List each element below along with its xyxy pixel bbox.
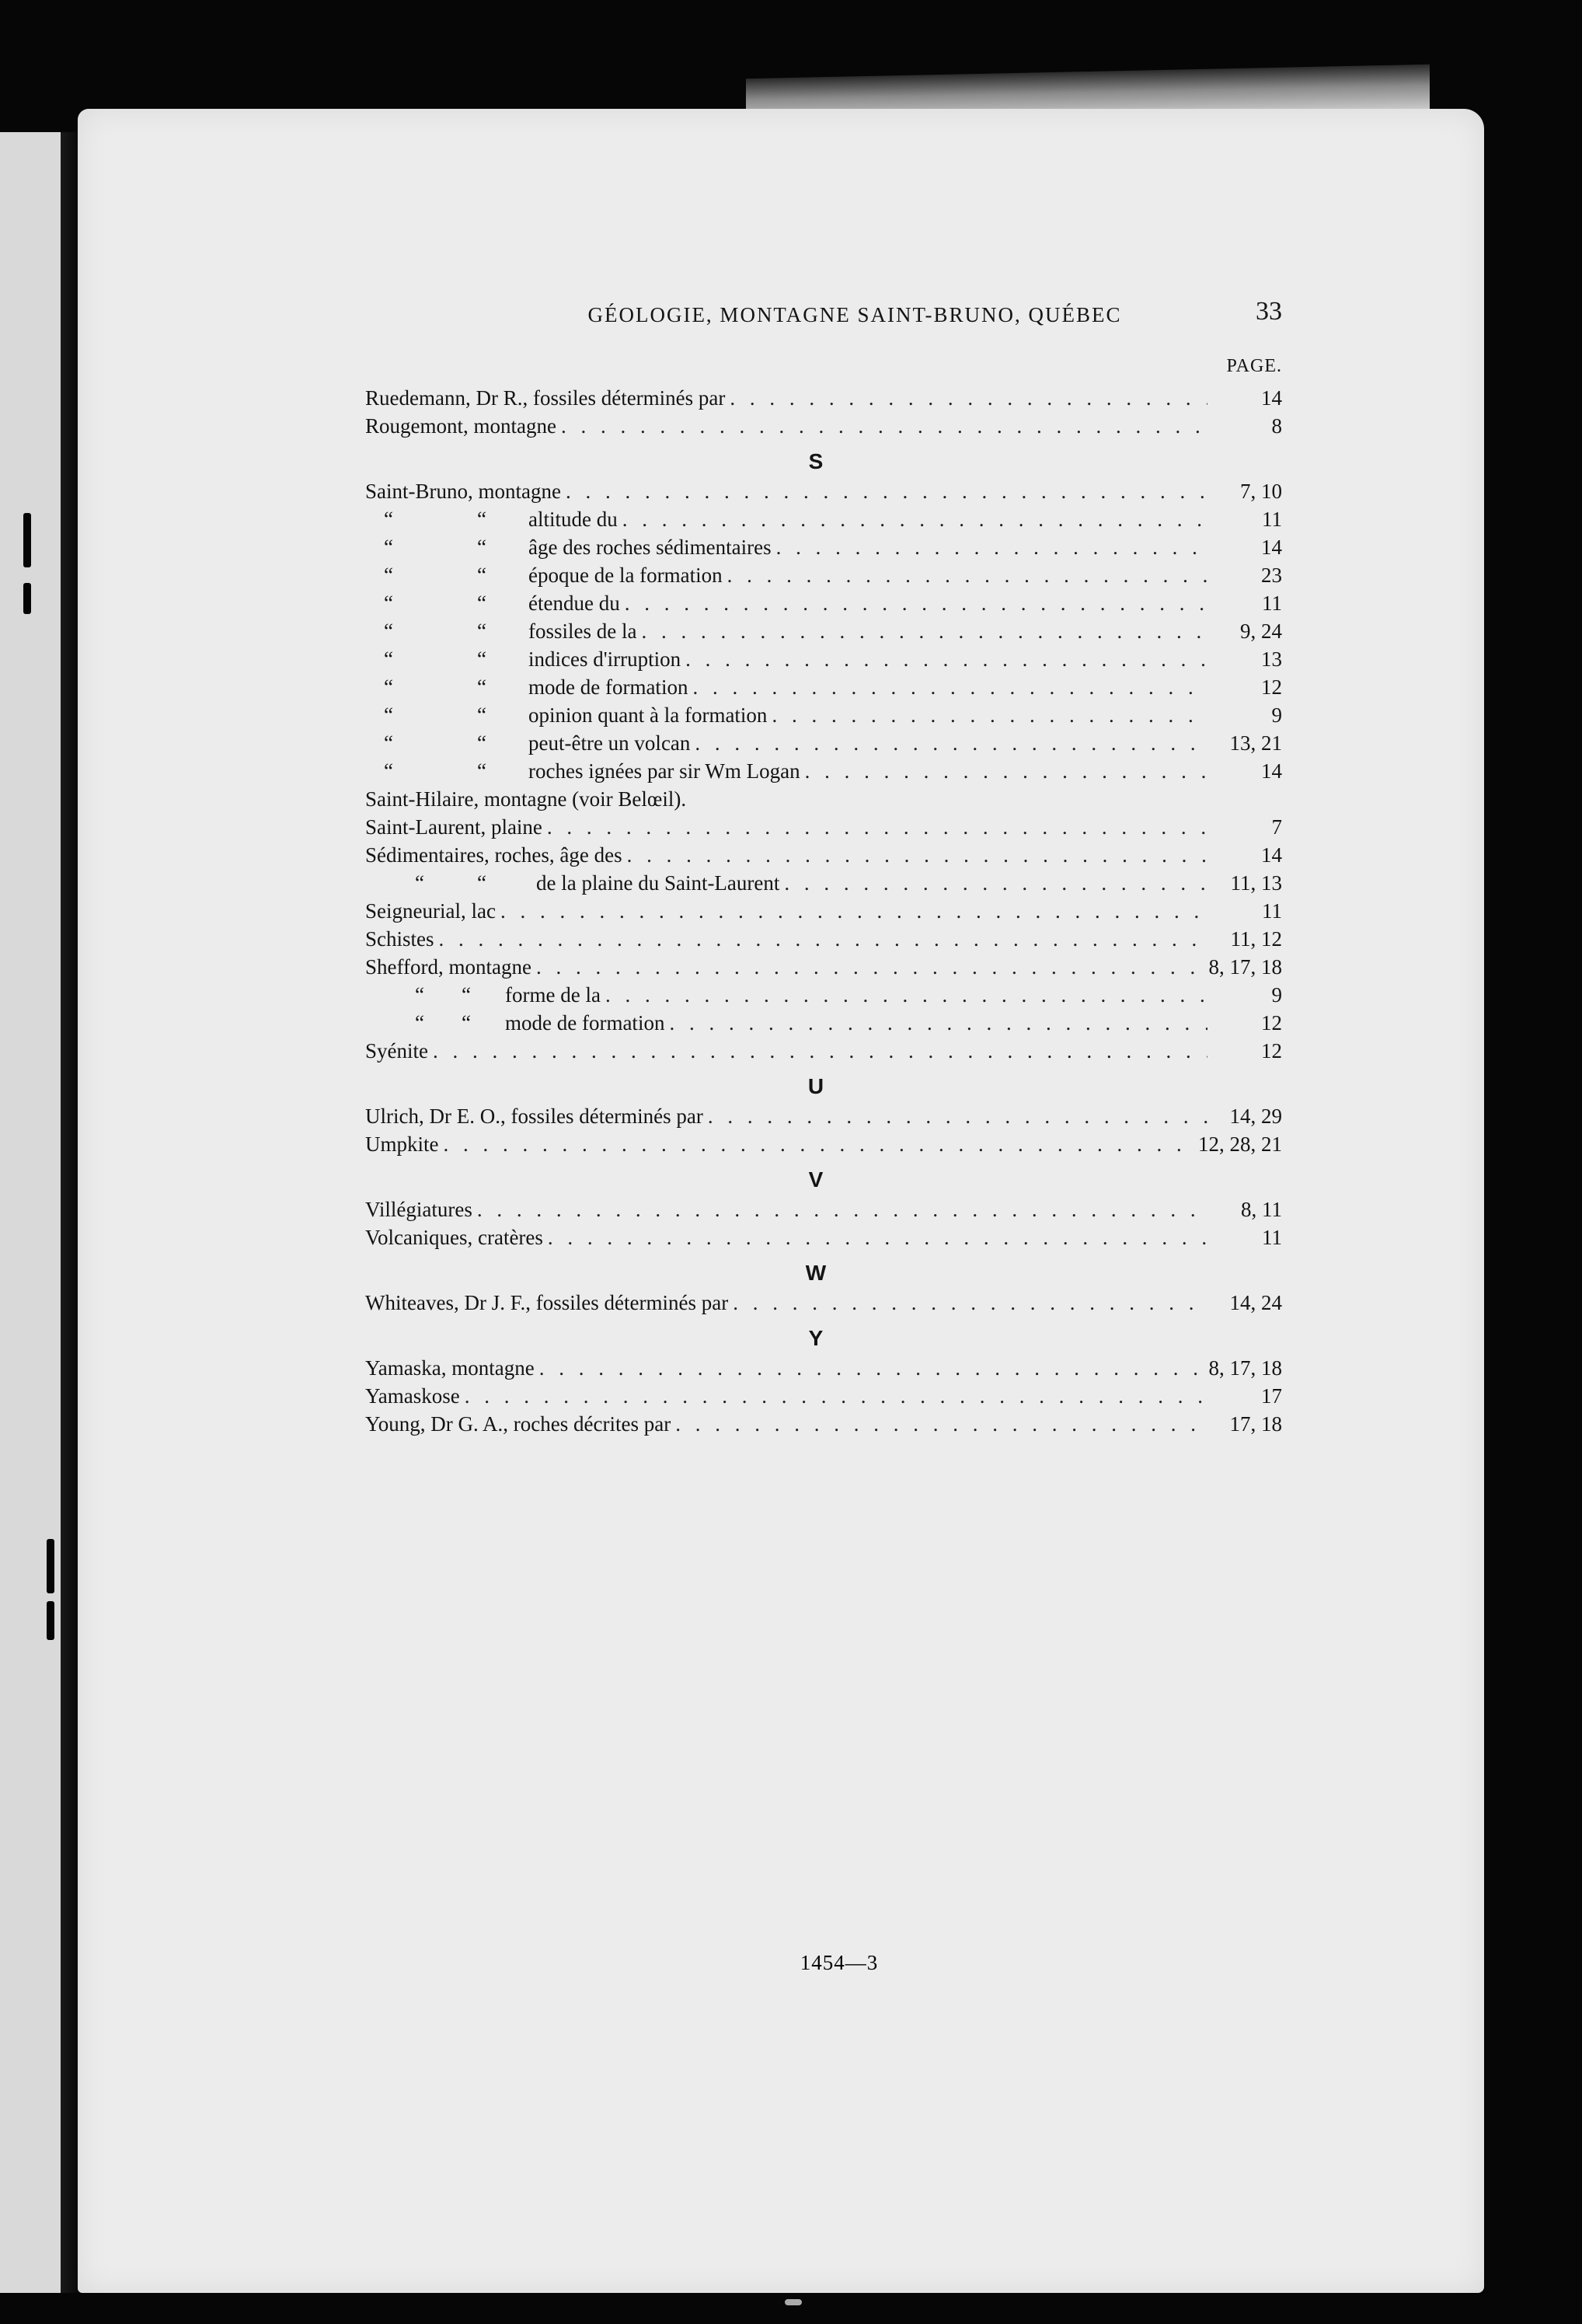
index-subentry: “ “ étendue du . . . 11 bbox=[365, 589, 1313, 617]
index-entry: Schistes . . . 11, 12 bbox=[365, 925, 1313, 953]
index-subentry: “ “ indices d'irruption . . . 13 bbox=[365, 645, 1313, 673]
index-entry: Shefford, montagne . . . 8, 17, 18 bbox=[365, 953, 1313, 981]
index-subentry: “ “ fossiles de la . . . 9, 24 bbox=[365, 617, 1313, 645]
scan-artifact bbox=[785, 2299, 802, 2305]
index-subentry: “ “ âge des roches sédimentaires . . . 14 bbox=[365, 533, 1313, 561]
gutter-mark bbox=[23, 583, 31, 614]
index-subentry: “ “ forme de la . . . 9 bbox=[365, 981, 1313, 1009]
index-entry: Saint-Laurent, plaine . . . 7 bbox=[365, 813, 1313, 841]
gutter-mark bbox=[47, 1601, 54, 1640]
printer-signature: 1454—3 bbox=[800, 1951, 879, 1974]
index-entry: Volcaniques, cratères . . . 11 bbox=[365, 1223, 1313, 1251]
index-subentry: “ “ opinion quant à la formation . . . 9 bbox=[365, 701, 1313, 729]
running-title: GÉOLOGIE, MONTAGNE SAINT-BRUNO, QUÉBEC bbox=[587, 303, 1122, 326]
section-letter-w: W bbox=[805, 1261, 827, 1285]
index-subentry: “ “ roches ignées par sir Wm Logan . . . 14 bbox=[365, 757, 1313, 785]
index-subentry: “ “ mode de formation . . . 12 bbox=[365, 1009, 1313, 1037]
index-entry: Ruedemann, Dr R., fossiles déterminés par . . . 14 bbox=[365, 384, 1313, 412]
previous-page-edge bbox=[0, 132, 71, 2293]
index-subentry: “ “ altitude du . . . 11 bbox=[365, 505, 1313, 533]
index-entry: Syénite . . . 12 bbox=[365, 1037, 1313, 1065]
index-entry: Young, Dr G. A., roches décrites par . . . 17, 18 bbox=[365, 1410, 1313, 1438]
index-entry: Saint-Hilaire, montagne (voir Belœil). bbox=[365, 787, 687, 811]
section-letter-v: V bbox=[808, 1167, 824, 1192]
page-number: 33 bbox=[1256, 297, 1282, 326]
index-entry: Yamaskose . . . 17 bbox=[365, 1382, 1313, 1410]
index-entry: Whiteaves, Dr J. F., fossiles déterminés par . . . 14, 24 bbox=[365, 1289, 1313, 1317]
section-letter-u: U bbox=[807, 1074, 824, 1098]
index-entry: Rougemont, montagne . . . 8 bbox=[365, 412, 1313, 440]
index-entry: Umpkite . . . 12, 28, 21 bbox=[365, 1130, 1313, 1158]
index-entry: Ulrich, Dr E. O., fossiles déterminés par . . . 14, 29 bbox=[365, 1102, 1313, 1130]
index-subentry: “ “ peut-être un volcan . . . 13, 21 bbox=[365, 729, 1313, 757]
gutter-mark bbox=[47, 1539, 54, 1593]
index-entry: Yamaska, montagne . . . 8, 17, 18 bbox=[365, 1354, 1313, 1382]
index-subentry: “ “ époque de la formation . . . 23 bbox=[365, 561, 1313, 589]
index-entry: Saint-Bruno, montagne . . . 7, 10 bbox=[365, 477, 1313, 505]
index-subentry: “ “ mode de formation . . . 12 bbox=[365, 673, 1313, 701]
running-head bbox=[365, 297, 1313, 347]
index-entry: Sédimentaires, roches, âge des . . . 14 bbox=[365, 841, 1313, 869]
index-entry: Villégiatures . . . 8, 11 bbox=[365, 1195, 1313, 1223]
index-entry: Seigneurial, lac . . . 11 bbox=[365, 897, 1313, 925]
index-content bbox=[365, 297, 1313, 1438]
gutter-mark bbox=[23, 513, 31, 567]
index-subentry: “ “ de la plaine du Saint-Laurent . . . 11, 13 bbox=[365, 869, 1313, 897]
section-letter-s: S bbox=[808, 449, 824, 473]
document-page bbox=[78, 109, 1484, 2293]
page-column-label: PAGE. bbox=[1226, 356, 1282, 376]
section-letter-y: Y bbox=[808, 1326, 824, 1350]
